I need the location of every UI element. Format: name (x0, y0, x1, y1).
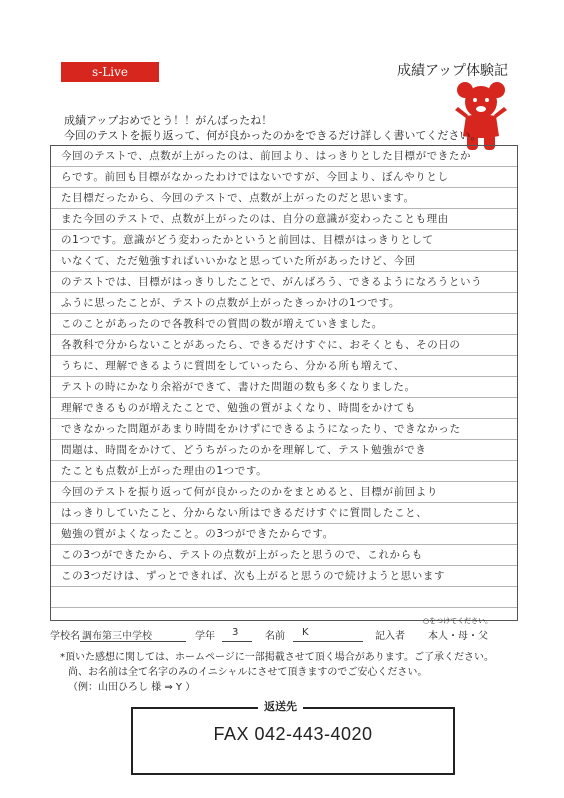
name-underline (293, 641, 363, 642)
grade-underline (222, 641, 252, 642)
page-title: 成績アップ体験記 (397, 63, 509, 79)
name-value: K (302, 627, 309, 638)
intro-line-1: 成績アップおめでとう！！がんばったね！ (64, 114, 273, 127)
school-value: 調布第三中学校 (82, 631, 152, 642)
essay-line: この3つだけは、ずっとできれば、次も上がると思うので続けようと思います (51, 566, 517, 587)
essay-line: この3つができたから、テストの点数が上がったと思うので、これからも (51, 545, 517, 566)
essay-line: 今回のテストで、点数が上がったのは、前回より、はっきりとした目標ができたか (51, 146, 517, 167)
essay-line: また今回のテストで、点数が上がったのは、自分の意識が変わったことも理由 (51, 209, 517, 230)
essay-line (51, 587, 517, 608)
name-label: 名前 (265, 631, 285, 642)
essay-line: 問題は、時間をかけて、どうちがったのかを理解して、テスト勉強ができ (51, 440, 517, 461)
school-underline (80, 641, 186, 642)
essay-box (50, 145, 518, 621)
essay-line: うちに、理解できるように質問をしていったら、分かる所も増えて、 (51, 356, 517, 377)
essay-line: た目標だったから、今回のテストで、点数が上がったのだと思います。 (51, 188, 517, 209)
essay-line: 今回のテストを振り返って何が良かったのかをまとめると、目標が前回より (51, 482, 517, 503)
writer-label: 記入者 (375, 631, 405, 642)
note-line-1: *頂いた感想に関しては、ホームページに一部掲載させて頂く場合があります。ご了承ください。 (60, 652, 494, 663)
note-line-3: （例：山田ひろし 様 ⇒ Y ） (68, 682, 196, 693)
essay-line: 勉強の質がよくなったこと。の3つができたからです。 (51, 524, 517, 545)
intro-line-2: 今回のテストを振り返って、何が良かったのかをできるだけ詳しく書いてください。 (64, 129, 482, 142)
essay-line: このことがあったので各教科での質問の数が増えていきました。 (51, 314, 517, 335)
essay-line: テストの時にかなり余裕ができて、書けた問題の数も多くなりました。 (51, 377, 517, 398)
essay-line: らです。前回も目標がなかったわけではないですが、今回より、ぼんやりとし (51, 167, 517, 188)
grade-label: 学年 (195, 631, 215, 642)
return-address-label: 返送先 (258, 698, 303, 714)
essay-line: 各教科で分からないことがあったら、できるだけすぐに、おそくとも、その日の (51, 335, 517, 356)
essay-line: ふうに思ったことが、テストの点数が上がったきっかけの1つです。 (51, 293, 517, 314)
essay-line: のテストでは、目標がはっきりしたことで、がんばろう、できるようになろうという (51, 272, 517, 293)
essay-line: の1つです。意識がどう変わったかというと前回は、目標がはっきりとして (51, 230, 517, 251)
essay-line: 理解できるものが増えたことで、勉強の質がよくなり、時間をかけても (51, 398, 517, 419)
essay-line: はっきりしていたこと、分からない所はできるだけすぐに質問したこと、 (51, 503, 517, 524)
essay-line: たことも点数が上がった理由の1つです。 (51, 461, 517, 482)
slive-logo: s-Live (61, 62, 159, 82)
essay-line: できなかった問題があまり時間をかけずにできるようになったり、できなかった (51, 419, 517, 440)
student-info-row (50, 627, 518, 641)
grade-value: 3 (232, 627, 239, 638)
fax-number: FAX 042-443-4020 (213, 724, 373, 744)
circle-instruction: ○をつけてください。 (423, 617, 493, 625)
school-label: 学校名 (50, 631, 80, 642)
writer-options[interactable]: 本人・母・父 (428, 631, 488, 642)
note-line-2: 尚、お名前は全て名字のみのイニシャルにさせて頂きますのでご安心ください。 (68, 667, 428, 678)
essay-line: いなくて、ただ勉強すればいいかなと思っていた所があったけど、今回 (51, 251, 517, 272)
